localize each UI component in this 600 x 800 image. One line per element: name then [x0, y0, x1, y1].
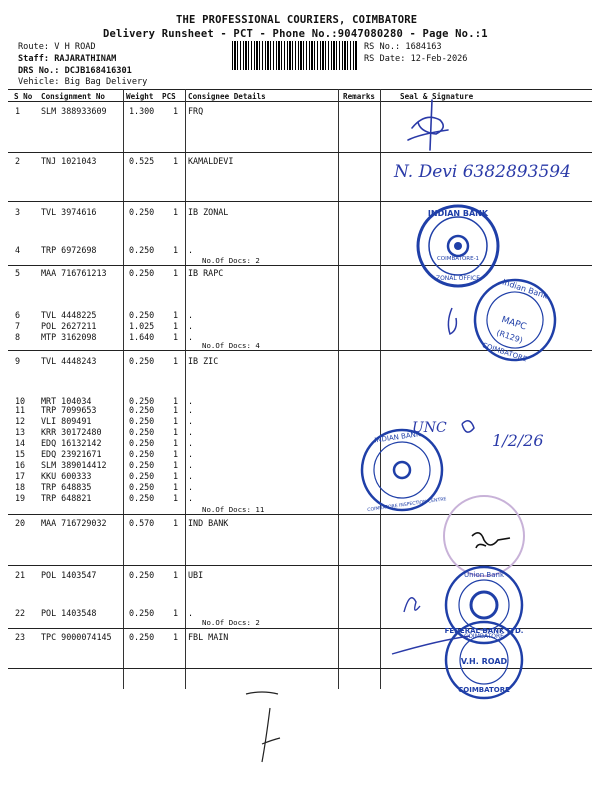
row-pcs: 1: [173, 396, 179, 406]
row-pcs: 1: [173, 356, 179, 366]
row-sno: 12: [15, 416, 26, 426]
row-consignee: UBI: [188, 570, 204, 580]
row-sno: 10: [15, 396, 26, 406]
col-header-weight: Weight: [126, 92, 154, 101]
row-consignee: IB RAPC: [188, 268, 224, 278]
row-weight: 0.250: [129, 405, 155, 415]
docs-count-note: No.Of Docs: 4: [202, 341, 260, 350]
row-pcs: 1: [173, 245, 179, 255]
row-consignee: FRQ: [188, 106, 204, 116]
signature-stroke: [392, 636, 470, 654]
row-pcs: 1: [173, 518, 179, 528]
row-weight: 1.025: [129, 321, 155, 331]
row-pcs: 1: [173, 207, 179, 217]
handwriting-kamaldevi: N. Devi 6382893594: [394, 162, 571, 182]
stamp-text: COIMBATORE: [458, 686, 510, 694]
row-consignment-no: SLM 389014412: [41, 460, 107, 470]
row-consignee: .: [188, 332, 194, 342]
col-header-seal: Seal & Signature: [400, 92, 474, 101]
row-pcs: 1: [173, 449, 179, 459]
row-weight: 0.250: [129, 310, 155, 320]
row-pcs: 1: [173, 310, 179, 320]
row-consignee: .: [188, 460, 194, 470]
row-sno: 17: [15, 471, 26, 481]
row-weight: 0.250: [129, 438, 155, 448]
docs-count-note: No.Of Docs: 2: [202, 256, 260, 265]
staff-label: Staff: RAJARATHINAM: [18, 54, 117, 64]
rs-number: RS No.: 1684163: [364, 42, 442, 52]
row-sno: 3: [15, 207, 21, 217]
row-consignee: .: [188, 449, 194, 459]
row-consignee: KAMALDEVI: [188, 156, 234, 166]
row-pcs: 1: [173, 460, 179, 470]
col-header-pcs: PCS: [162, 92, 176, 101]
row-consignee: FBL MAIN: [188, 632, 229, 642]
row-sno: 21: [15, 570, 26, 580]
row-consignee: .: [188, 405, 194, 415]
bottom-scribble: [246, 692, 280, 762]
row-consignee: .: [188, 416, 194, 426]
row-weight: 0.250: [129, 416, 155, 426]
row-consignment-no: MTP 3162098: [41, 332, 97, 342]
faint-stamp: [444, 496, 524, 576]
stamp-text: MAPC: [500, 315, 528, 333]
row-sno: 7: [15, 321, 21, 331]
fbl-stamp: [445, 622, 524, 698]
row-weight: 0.250: [129, 207, 155, 217]
row-consignment-no: POL 1403547: [41, 570, 97, 580]
row-weight: 0.250: [129, 632, 155, 642]
row-pcs: 1: [173, 608, 179, 618]
row-consignment-no: TRP 7099653: [41, 405, 97, 415]
stamp-text: (R129): [495, 328, 524, 346]
row-consignment-no: TVL 3974616: [41, 207, 97, 217]
row-consignee: .: [188, 438, 194, 448]
stamp-text: ZONAL OFFICE: [435, 275, 481, 282]
row-consignment-no: EDQ 23921671: [41, 449, 102, 459]
row-consignee: .: [188, 493, 194, 503]
signature-rapc: [448, 308, 456, 334]
row-sno: 4: [15, 245, 21, 255]
docs-count-note: No.Of Docs: 11: [202, 505, 265, 514]
row-consignee: .: [188, 321, 194, 331]
row-sno: 19: [15, 493, 26, 503]
row-weight: 0.250: [129, 396, 155, 406]
row-weight: 0.250: [129, 356, 155, 366]
row-consignee: .: [188, 608, 194, 618]
row-consignment-no: MAA 716761213: [41, 268, 107, 278]
stamp-text: INDIAN BANK: [373, 430, 421, 445]
row-consignment-no: TPC 9000074145: [41, 632, 112, 642]
row-consignment-no: TNJ 1021043: [41, 156, 97, 166]
stamp-text: COIMBATORE: [464, 633, 504, 640]
row-consignment-no: MAA 716729032: [41, 518, 107, 528]
row-weight: 0.250: [129, 449, 155, 459]
row-consignment-no: TVL 4448243: [41, 356, 97, 366]
row-consignee: .: [188, 427, 194, 437]
col-header-consignment: Consignment No: [41, 92, 106, 101]
row-consignee: IB ZONAL: [188, 207, 229, 217]
row-consignee: .: [188, 396, 194, 406]
row-pcs: 1: [173, 332, 179, 342]
rs-date: RS Date: 12-Feb-2026: [364, 54, 468, 64]
row-sno: 9: [15, 356, 21, 366]
ib-rapc-stamp: [465, 270, 566, 371]
row-pcs: 1: [173, 106, 179, 116]
row-consignee: .: [188, 471, 194, 481]
row-sno: 23: [15, 632, 26, 642]
row-consignment-no: SLM 388933609: [41, 106, 107, 116]
row-weight: 0.250: [129, 570, 155, 580]
page-subtitle: Delivery Runsheet - PCT - Phone No.:9047080280 - Page No.:1: [103, 28, 488, 40]
row-pcs: 1: [173, 321, 179, 331]
row-sno: 14: [15, 438, 26, 448]
col-header-remarks: Remarks: [343, 92, 376, 101]
row-weight: 0.570: [129, 518, 155, 528]
row-pcs: 1: [173, 632, 179, 642]
row-consignment-no: VLI 809491: [41, 416, 92, 426]
row-sno: 11: [15, 405, 26, 415]
handwriting-zic-date: 1/2/26: [492, 431, 544, 450]
row-consignment-no: KKU 600333: [41, 471, 92, 481]
row-sno: 5: [15, 268, 21, 278]
col-header-sno: S No: [14, 92, 33, 101]
row-weight: 0.250: [129, 460, 155, 470]
stamp-text: INDIAN BANK: [427, 209, 489, 218]
row-sno: 1: [15, 106, 21, 116]
row-pcs: 1: [173, 416, 179, 426]
row-sno: 15: [15, 449, 26, 459]
row-consignee: .: [188, 245, 194, 255]
row-weight: 1.300: [129, 106, 155, 116]
row-consignment-no: POL 2627211: [41, 321, 97, 331]
page-title: THE PROFESSIONAL COURIERS, COIMBATORE: [176, 14, 418, 26]
row-consignee: .: [188, 310, 194, 320]
row-consignee: .: [188, 482, 194, 492]
row-pcs: 1: [173, 570, 179, 580]
row-consignment-no: EDQ 16132142: [41, 438, 102, 448]
row-pcs: 1: [173, 268, 179, 278]
row-pcs: 1: [173, 156, 179, 166]
row-weight: 0.250: [129, 268, 155, 278]
signature-frq: [408, 100, 448, 150]
drs-number: DRS No.: DCJB168416301: [18, 66, 132, 76]
row-pcs: 1: [173, 427, 179, 437]
row-sno: 13: [15, 427, 26, 437]
ib-zic-stamp: [357, 425, 447, 515]
row-consignment-no: POL 1403548: [41, 608, 97, 618]
stamp-text: COIMBATORE INSPECTION CENTRE: [367, 497, 447, 514]
signature-zic: [462, 421, 474, 432]
ib-zonal-stamp: [418, 206, 498, 286]
row-weight: 0.250: [129, 245, 155, 255]
row-weight: 0.250: [129, 493, 155, 503]
stamp-text: Union Bank: [463, 571, 505, 579]
col-header-consignee: Consignee Details: [188, 92, 266, 101]
row-pcs: 1: [173, 438, 179, 448]
row-sno: 6: [15, 310, 21, 320]
stamp-text: COIMBATORE-1: [436, 256, 480, 262]
row-sno: 20: [15, 518, 26, 528]
vehicle-label: Vehicle: Big Bag Delivery: [18, 77, 148, 87]
row-consignee: IB ZIC: [188, 356, 219, 366]
row-pcs: 1: [173, 405, 179, 415]
stamp-text: Indian Bank: [501, 277, 549, 301]
row-sno: 16: [15, 460, 26, 470]
row-sno: 18: [15, 482, 26, 492]
row-weight: 0.250: [129, 427, 155, 437]
signature-ubi: [404, 598, 420, 612]
row-consignment-no: TRP 648821: [41, 493, 92, 503]
docs-count-note: No.Of Docs: 2: [202, 618, 260, 627]
row-weight: 0.250: [129, 471, 155, 481]
signature-ind-bank: [472, 533, 510, 548]
row-consignee: IND BANK: [188, 518, 229, 528]
handwriting-zic-note: UNC: [412, 420, 447, 436]
row-consignment-no: TRP 6972698: [41, 245, 97, 255]
row-consignment-no: TVL 4448225: [41, 310, 97, 320]
row-consignment-no: KRR 30172480: [41, 427, 102, 437]
row-sno: 8: [15, 332, 21, 342]
stamp-text: FEDERAL BANK LTD.: [444, 627, 524, 635]
row-pcs: 1: [173, 471, 179, 481]
row-weight: 0.250: [129, 482, 155, 492]
row-weight: 0.250: [129, 608, 155, 618]
stamp-text: V.H. ROAD: [460, 657, 508, 666]
row-consignment-no: TRP 648835: [41, 482, 92, 492]
row-pcs: 1: [173, 493, 179, 503]
row-weight: 0.525: [129, 156, 155, 166]
row-weight: 1.640: [129, 332, 155, 342]
route-label: Route: V H ROAD: [18, 42, 96, 52]
row-sno: 2: [15, 156, 21, 166]
row-consignment-no: MRT 104034: [41, 396, 92, 406]
stamp-text: COIMBATORE: [481, 341, 528, 364]
row-sno: 22: [15, 608, 26, 618]
row-pcs: 1: [173, 482, 179, 492]
